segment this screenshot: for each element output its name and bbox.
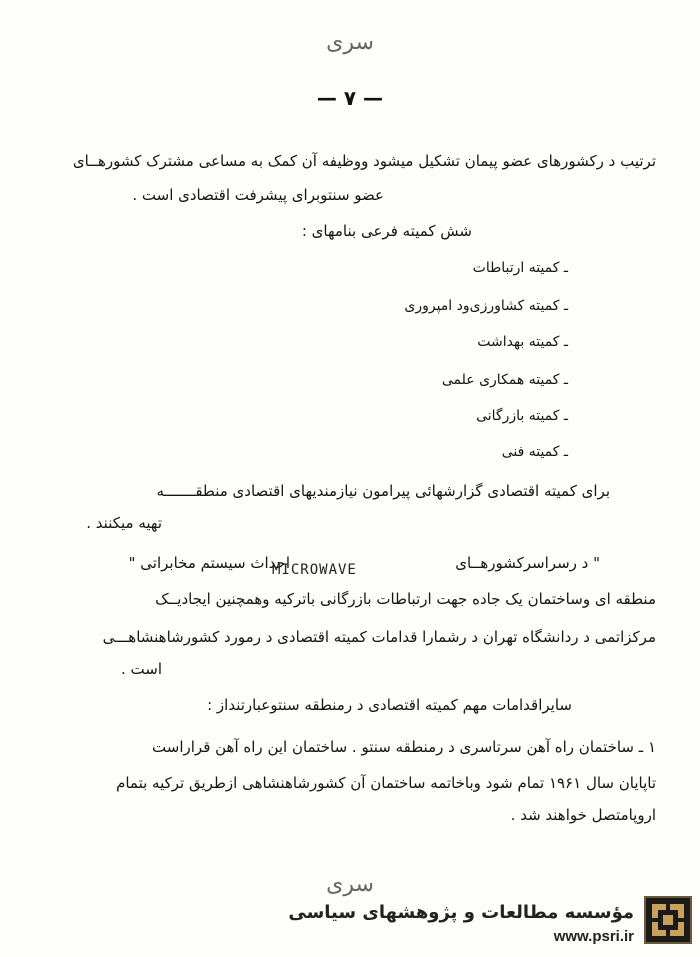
committee-item: ـ کمیته فنی xyxy=(501,444,568,460)
institute-url: www.psri.ir xyxy=(553,928,634,945)
paragraph-1-line-1: ترتیب د رکشورهای عضو پیمان تشکیل میشود ووظیفه آن کمک به مساعی مشترک کشورهــای xyxy=(72,152,656,170)
committee-item: ـ کمیته کشاورزی‌ود امپروری xyxy=(404,298,568,314)
classification-stamp-top: سری xyxy=(326,30,374,55)
paragraph-2-line-2: تهیه میکنند . xyxy=(86,514,162,532)
paragraph-1-line-2: عضو سنتوبرای پیشرفت اقتصادی است . xyxy=(132,186,384,204)
committee-item: ـ کمیته بهداشت xyxy=(477,334,568,350)
microwave-label: MICROWAVE xyxy=(272,562,357,578)
paragraph-3-line-4: است . xyxy=(120,660,162,678)
psri-logo-icon xyxy=(644,896,692,944)
page-number: — ۷ — xyxy=(316,86,384,110)
classification-stamp-bottom: سری xyxy=(326,872,374,897)
paragraph-2-line-1: برای کمیته اقتصادی گزارشهائی پیرامون نیازمندیهای اقتصادی منطقـــــــه xyxy=(156,482,610,500)
paragraph-3-line-3: مرکزاتمی د ردانشگاه تهران د رشمارا قدامات کمیته اقتصادی د رمورد کشورشاهنشاهـــی xyxy=(102,628,656,646)
item-1-line-3: اروپامتصل خواهند شد . xyxy=(510,806,656,824)
institute-name: مؤسسه مطالعات و پژوهشهای سیاسی xyxy=(288,902,634,923)
committee-item: ـ کمیته همکاری علمی xyxy=(441,372,568,388)
item-1-line-1: ۱ ـ ساختمان راه آهن سرتاسری د رمنطقه سنتو . ساختمان این راه آهن قراراست xyxy=(152,738,656,756)
paragraph-3-line-1a: احداث سیستم مخابراتی " xyxy=(128,554,290,572)
paragraph-3-line-2: منطقه ای وساختمان یک جاده جهت ارتباطات بازرگانی باترکیه وهمچنین ایجادیــک xyxy=(155,590,656,608)
paragraph-3-line-1b: " د رسراسرکشورهــای xyxy=(455,554,600,572)
committee-item: ـ کمیته ارتباطات xyxy=(472,260,568,276)
committees-intro: شش کمیته فرعی بنامهای : xyxy=(301,222,472,240)
item-1-line-2: تاپایان سال ۱۹۶۱ تمام شود وباخاتمه ساختمان آن کشورشاهنشاهی ازطریق ترکیه بتمام xyxy=(116,774,656,792)
paragraph-4-intro: سایراقدامات مهم کمیته اقتصادی د رمنطقه سنتوعبارتنداز : xyxy=(207,696,572,714)
committee-item: ـ کمیته بازرگانی xyxy=(476,408,568,424)
